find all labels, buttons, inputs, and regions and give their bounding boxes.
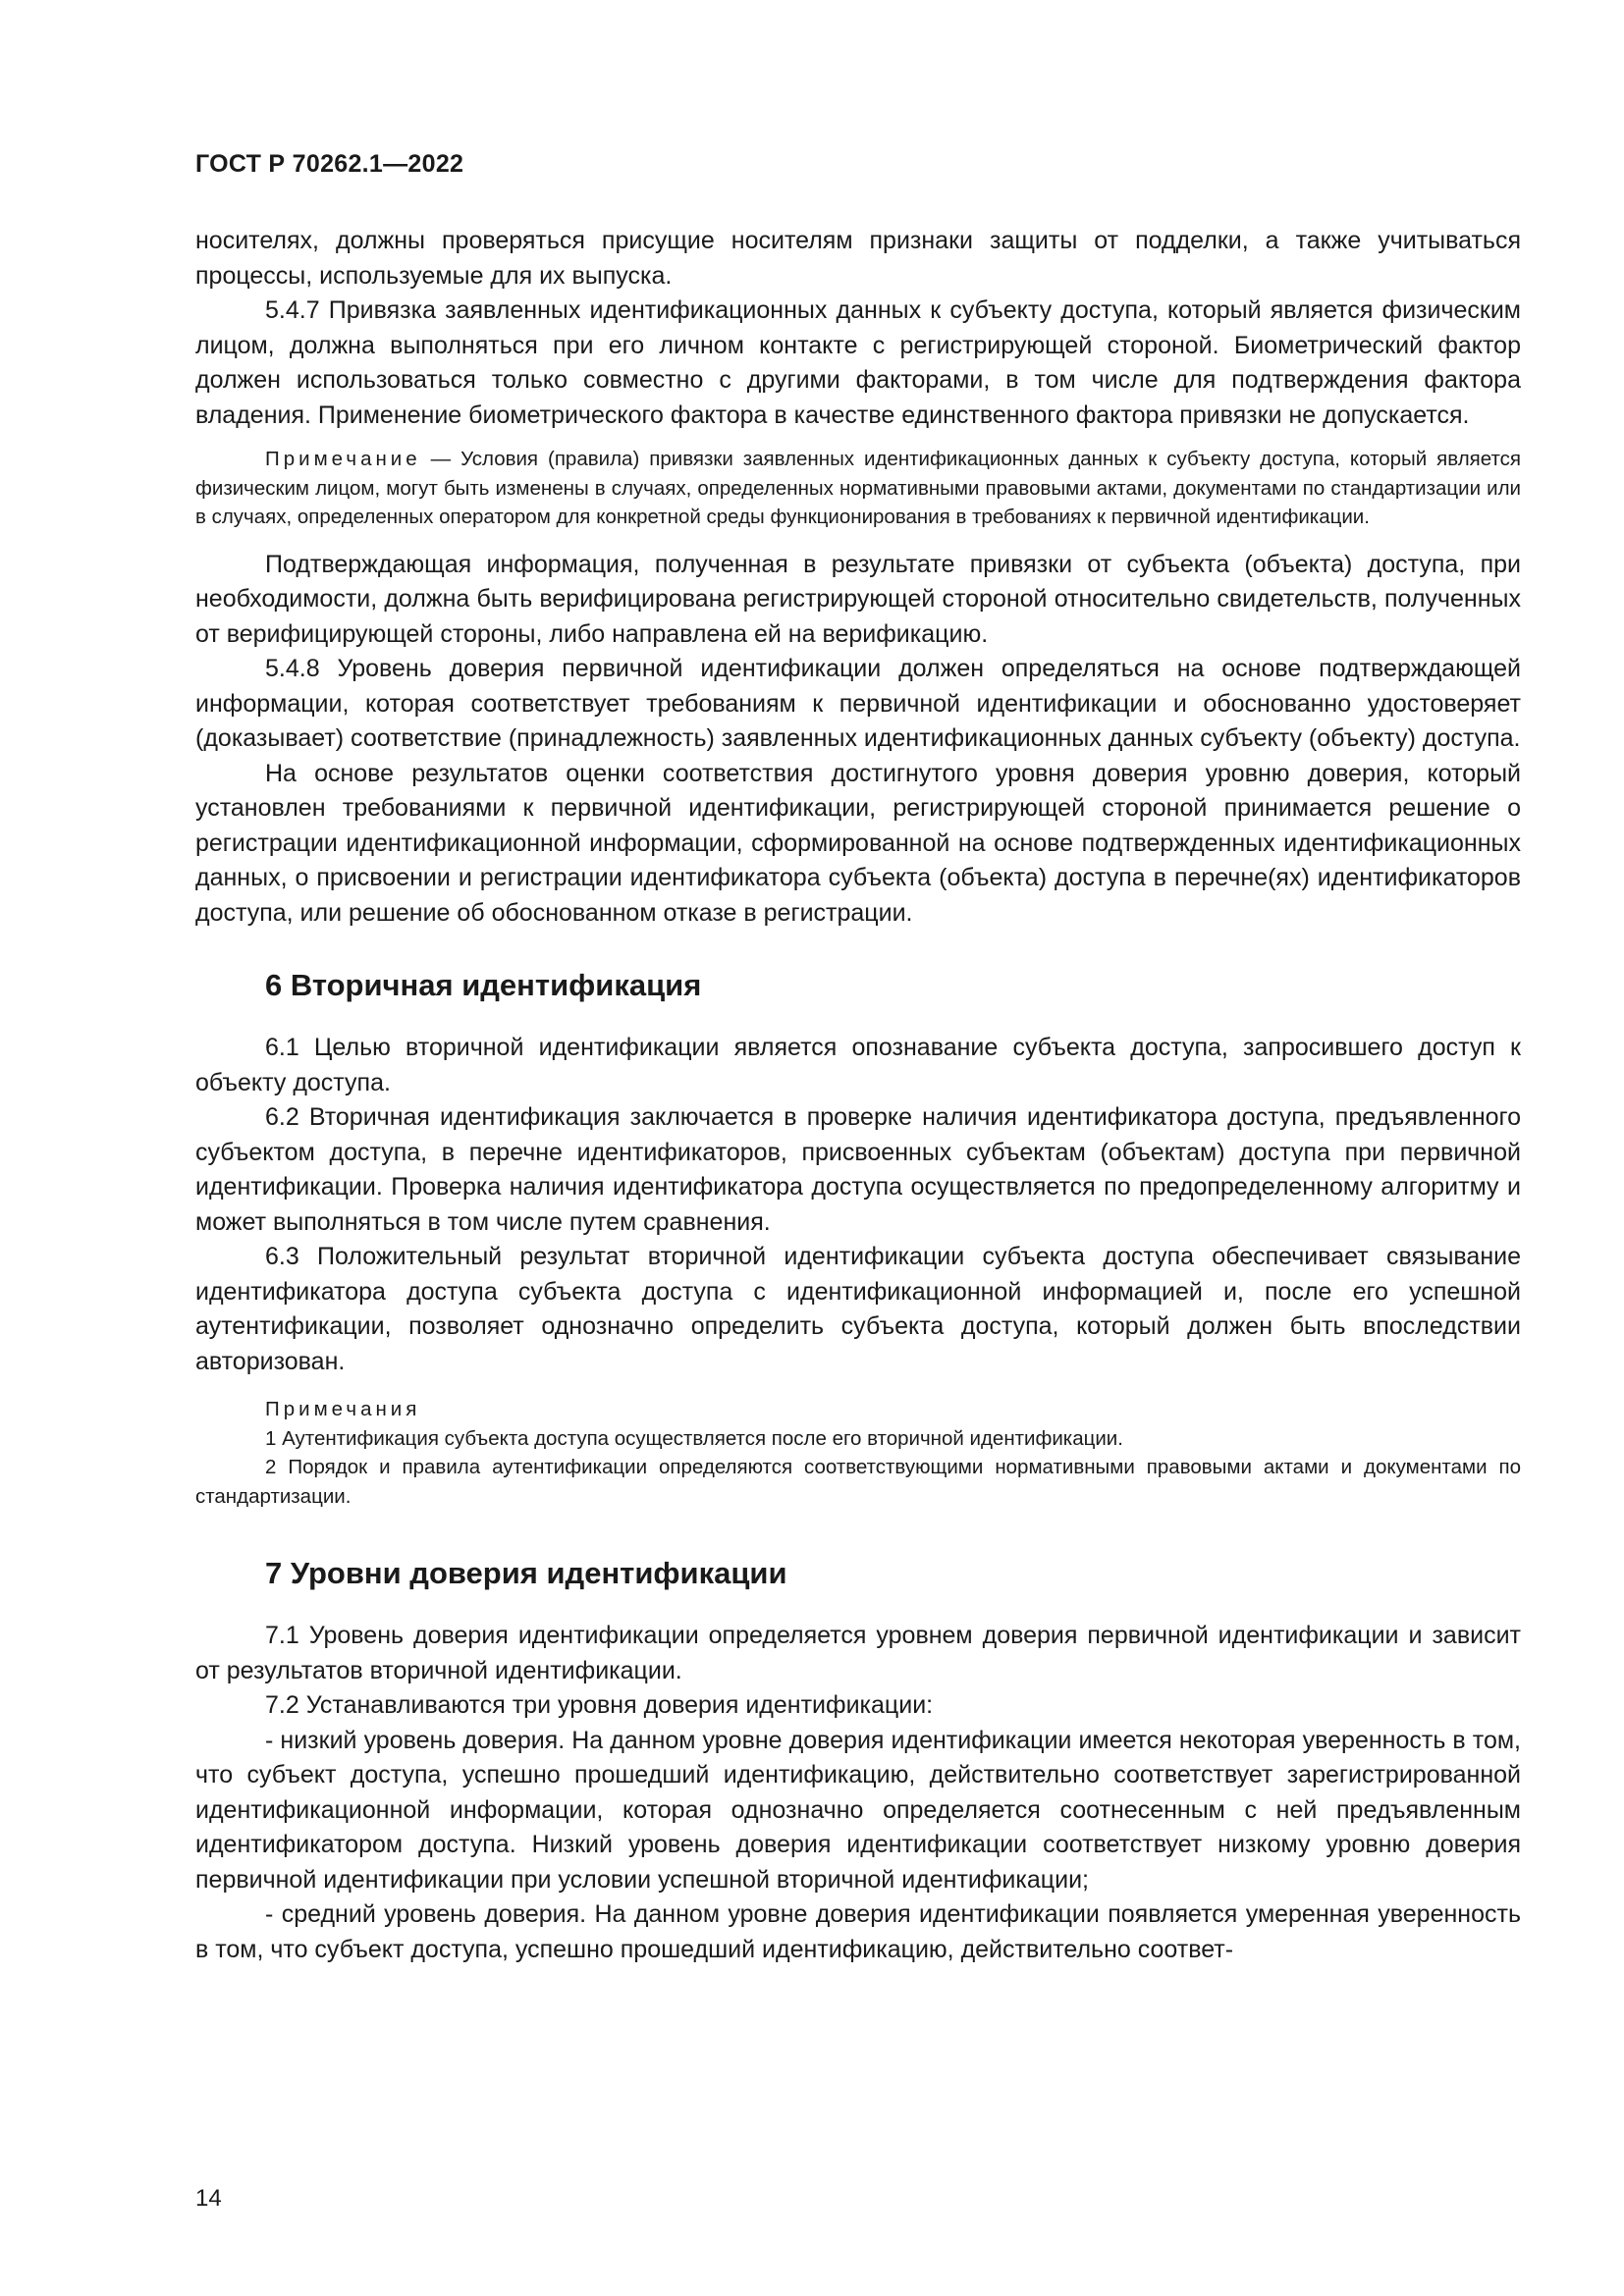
note-item-2: 2 Порядок и правила аутентификации определяются соответствующими нормативными правовыми актами и документами по стандартизации.	[195, 1456, 1521, 1508]
document-body	[195, 224, 1521, 1967]
paragraph-continuation: носителях, должны проверяться присущие носителям признаки защиты от подделки, а также учитываться процессы, используемые для их выпуска.	[195, 227, 1521, 290]
notes-label: Примечания	[265, 1398, 421, 1420]
section-6-heading: 6 Вторичная идентификация	[265, 968, 702, 1002]
page-number: 14	[195, 2185, 222, 2212]
list-item-medium-level: - средний уровень доверия. На данном уровне доверия идентификации появляется умеренная уверенность в том, что субъект доступа, успешно прошедший идентификацию, действительно соответ-	[195, 1900, 1521, 1963]
note-item-1: 1 Аутентификация субъекта доступа осуществляется после его вторичной идентификации.	[265, 1426, 1123, 1450]
document-header: ГОСТ Р 70262.1—2022	[195, 150, 464, 178]
paragraph-7-1: 7.1 Уровень доверия идентификации определяется уровнем доверия первичной идентификации и зависит от результатов вторичной идентификации.	[195, 1622, 1521, 1684]
section-7-heading: 7 Уровни доверия идентификации	[265, 1556, 787, 1590]
paragraph-registration-decision: На основе результатов оценки соответствия достигнутого уровня доверия уровню доверия, который установлен требованиями к первичной идентификации, регистрирующей стороной принимается решение о регистрации идентификационной информации, сформированной на основе подтвержденных идентификационных данных, о присвоении и регистрации идентификатора субъекта (объекта) доступа в перечне(ях) идентификаторов доступа, или решение об обоснованном отказе в регистрации.	[195, 759, 1521, 927]
note-block	[195, 445, 1521, 532]
paragraph-5-4-8: 5.4.8 Уровень доверия первичной идентификации должен определяться на основе подтверждающей информации, которая соответствует требованиям к первичной идентификации и обоснованно удостоверяет (доказывает) соответствие (принадлежность) заявленных идентификационных данных субъекту (объекту) доступа.	[195, 655, 1521, 752]
paragraph-5-4-7: 5.4.7 Привязка заявленных идентификационных данных к субъекту доступа, который является физическим лицом, должна выполняться при его личном контакте с регистрирующей стороной. Биометрический фактор должен использоваться только совместно с другими факторами, в том числе для подтверждения фактора владения. Применение биометрического фактора в качестве единственного фактора привязки не допускается.	[195, 296, 1521, 429]
paragraph-6-2: 6.2 Вторичная идентификация заключается в проверке наличия идентификатора доступа, предъявленного субъектом доступа, в перечне идентификаторов, присвоенных субъектам (объектам) доступа при первичной идентификации. Проверка наличия идентификатора доступа осуществляется по предопределенному алгоритму и может выполняться в том числе путем сравнения.	[195, 1103, 1521, 1236]
paragraph-7-2: 7.2 Устанавливаются три уровня доверия идентификации:	[265, 1691, 934, 1719]
paragraph-6-3: 6.3 Положительный результат вторичной идентификации субъекта доступа обеспечивает связывание идентификатора доступа субъекта доступа с идентификационной информацией и, после его успешной аутентификации, позволяет однозначно определить субъекта доступа, который должен быть впоследствии авторизован.	[195, 1243, 1521, 1375]
list-item-low-level: - низкий уровень доверия. На данном уровне доверия идентификации имеется некоторая уверенность в том, что субъект доступа, успешно прошедший идентификацию, действительно соответствует зарегистрированной идентификационной информации, которая однозначно определяется соотнесенным с ней предъявленным идентификатором доступа. Низкий уровень доверия идентификации соответствует низкому уровню доверия первичной идентификации при условии успешной вторичной идентификации;	[195, 1726, 1521, 1894]
paragraph-confirming-info: Подтверждающая информация, полученная в результате привязки от субъекта (объекта) доступа, при необходимости, должна быть верифицирована регистрирующей стороной относительно свидетельств, полученных от верифицирующей стороны, либо направлена ей на верификацию.	[195, 550, 1521, 648]
paragraph-6-1: 6.1 Целью вторичной идентификации является опознавание субъекта доступа, запросившего доступ к объекту доступа.	[195, 1034, 1521, 1096]
note-text: — Условия (правила) привязки заявленных идентификационных данных к субъекту доступа, который является физическим лицом, могут быть изменены в случаях, определенных нормативными правовыми актами, документами по стандартизации или в случаях, определенных оператором для конкретной среды функционирования в требованиях к первичной идентификации.	[195, 448, 1521, 528]
note-label: Примечание	[265, 448, 421, 470]
